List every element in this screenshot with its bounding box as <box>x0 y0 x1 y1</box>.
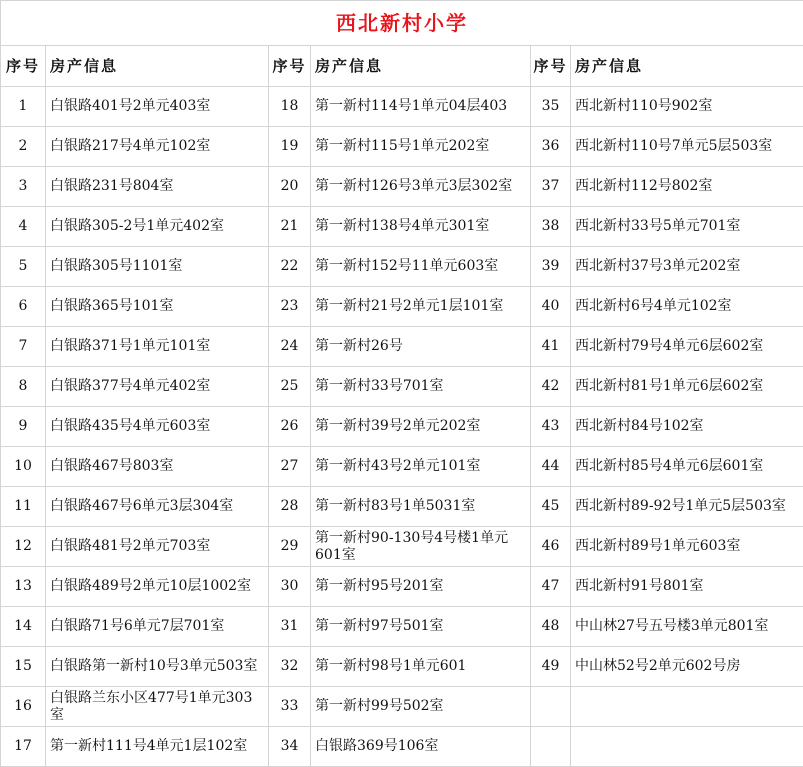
property-info: 白银路365号101室 <box>46 287 269 327</box>
row-number: 10 <box>1 447 46 487</box>
property-info: 白银路489号2单元10层1002室 <box>46 567 269 607</box>
table-row <box>1 407 803 447</box>
empty-cell <box>571 687 803 727</box>
row-number: 14 <box>1 607 46 647</box>
title-row <box>1 1 803 46</box>
row-number: 49 <box>531 647 571 687</box>
row-number: 37 <box>531 167 571 207</box>
property-info: 白银路377号4单元402室 <box>46 367 269 407</box>
table-row <box>1 367 803 407</box>
property-info: 白银路305-2号1单元402室 <box>46 207 269 247</box>
row-number: 4 <box>1 207 46 247</box>
row-number: 3 <box>1 167 46 207</box>
property-info: 西北新村37号3单元202室 <box>571 247 803 287</box>
row-number: 27 <box>269 447 311 487</box>
row-number: 8 <box>1 367 46 407</box>
row-number: 9 <box>1 407 46 447</box>
row-number: 21 <box>269 207 311 247</box>
empty-cell <box>571 727 803 767</box>
property-info: 白银路481号2单元703室 <box>46 527 269 567</box>
row-number: 2 <box>1 127 46 167</box>
property-info: 白银路兰东小区477号1单元303室 <box>46 687 269 727</box>
row-number: 33 <box>269 687 311 727</box>
table-row <box>1 207 803 247</box>
empty-cell <box>531 727 571 767</box>
property-info: 白银路305号1101室 <box>46 247 269 287</box>
row-number: 24 <box>269 327 311 367</box>
property-info: 西北新村79号4单元6层602室 <box>571 327 803 367</box>
table-row <box>1 287 803 327</box>
property-info: 第一新村111号4单元1层102室 <box>46 727 269 767</box>
row-number: 48 <box>531 607 571 647</box>
property-info: 第一新村138号4单元301室 <box>311 207 531 247</box>
row-number: 7 <box>1 327 46 367</box>
row-number: 43 <box>531 407 571 447</box>
table-row <box>1 327 803 367</box>
property-info: 白银路401号2单元403室 <box>46 87 269 127</box>
property-info: 西北新村91号801室 <box>571 567 803 607</box>
table-row <box>1 127 803 167</box>
property-info: 白银路371号1单元101室 <box>46 327 269 367</box>
row-number: 1 <box>1 87 46 127</box>
header-num: 序号 <box>269 46 311 87</box>
property-info: 第一新村97号501室 <box>311 607 531 647</box>
row-number: 42 <box>531 367 571 407</box>
table-row <box>1 727 803 767</box>
property-info: 白银路第一新村10号3单元503室 <box>46 647 269 687</box>
row-number: 26 <box>269 407 311 447</box>
property-info: 第一新村98号1单元601 <box>311 647 531 687</box>
header-info: 房产信息 <box>311 46 531 87</box>
property-info: 第一新村95号201室 <box>311 567 531 607</box>
row-number: 35 <box>531 87 571 127</box>
row-number: 44 <box>531 447 571 487</box>
row-number: 41 <box>531 327 571 367</box>
property-info: 第一新村43号2单元101室 <box>311 447 531 487</box>
property-info: 中山林52号2单元602号房 <box>571 647 803 687</box>
row-number: 36 <box>531 127 571 167</box>
table-row <box>1 447 803 487</box>
row-number: 39 <box>531 247 571 287</box>
property-info: 西北新村110号902室 <box>571 87 803 127</box>
row-number: 15 <box>1 647 46 687</box>
row-number: 16 <box>1 687 46 727</box>
table-row <box>1 527 803 567</box>
property-info: 西北新村112号802室 <box>571 167 803 207</box>
table-title: 西北新村小学 <box>1 1 803 46</box>
property-info: 第一新村114号1单元04层403 <box>311 87 531 127</box>
row-number: 22 <box>269 247 311 287</box>
table-row <box>1 647 803 687</box>
property-info: 西北新村81号1单元6层602室 <box>571 367 803 407</box>
table-row <box>1 87 803 127</box>
property-info: 第一新村26号 <box>311 327 531 367</box>
property-info: 西北新村6号4单元102室 <box>571 287 803 327</box>
row-number: 6 <box>1 287 46 327</box>
row-number: 29 <box>269 527 311 567</box>
property-info: 白银路435号4单元603室 <box>46 407 269 447</box>
row-number: 30 <box>269 567 311 607</box>
empty-cell <box>531 687 571 727</box>
header-info: 房产信息 <box>571 46 803 87</box>
property-info: 西北新村85号4单元6层601室 <box>571 447 803 487</box>
table-row <box>1 687 803 727</box>
property-info: 第一新村115号1单元202室 <box>311 127 531 167</box>
row-number: 5 <box>1 247 46 287</box>
property-info: 白银路71号6单元7层701室 <box>46 607 269 647</box>
property-info: 白银路231号804室 <box>46 167 269 207</box>
row-number: 32 <box>269 647 311 687</box>
row-number: 38 <box>531 207 571 247</box>
property-info: 白银路467号803室 <box>46 447 269 487</box>
row-number: 11 <box>1 487 46 527</box>
row-number: 23 <box>269 287 311 327</box>
row-number: 20 <box>269 167 311 207</box>
table-row <box>1 487 803 527</box>
row-number: 40 <box>531 287 571 327</box>
row-number: 13 <box>1 567 46 607</box>
property-info: 第一新村33号701室 <box>311 367 531 407</box>
property-info: 西北新村89号1单元603室 <box>571 527 803 567</box>
table-row <box>1 167 803 207</box>
property-info: 第一新村152号11单元603室 <box>311 247 531 287</box>
row-number: 25 <box>269 367 311 407</box>
header-row <box>1 46 803 87</box>
row-number: 31 <box>269 607 311 647</box>
header-num: 序号 <box>1 46 46 87</box>
row-number: 46 <box>531 527 571 567</box>
row-number: 19 <box>269 127 311 167</box>
row-number: 47 <box>531 567 571 607</box>
property-info: 第一新村21号2单元1层101室 <box>311 287 531 327</box>
property-info: 白银路467号6单元3层304室 <box>46 487 269 527</box>
row-number: 28 <box>269 487 311 527</box>
property-info: 第一新村99号502室 <box>311 687 531 727</box>
table-row <box>1 567 803 607</box>
property-info: 中山林27号五号楼3单元801室 <box>571 607 803 647</box>
property-info: 第一新村90-130号4号楼1单元601室 <box>311 527 531 567</box>
property-info: 白银路217号4单元102室 <box>46 127 269 167</box>
property-info: 第一新村39号2单元202室 <box>311 407 531 447</box>
table-row <box>1 607 803 647</box>
property-info: 第一新村126号3单元3层302室 <box>311 167 531 207</box>
row-number: 12 <box>1 527 46 567</box>
header-num: 序号 <box>531 46 571 87</box>
row-number: 45 <box>531 487 571 527</box>
property-info: 白银路369号106室 <box>311 727 531 767</box>
table-row <box>1 247 803 287</box>
row-number: 34 <box>269 727 311 767</box>
property-info: 西北新村33号5单元701室 <box>571 207 803 247</box>
property-info: 西北新村84号102室 <box>571 407 803 447</box>
row-number: 17 <box>1 727 46 767</box>
property-info: 第一新村83号1单5031室 <box>311 487 531 527</box>
header-info: 房产信息 <box>46 46 269 87</box>
row-number: 18 <box>269 87 311 127</box>
property-info: 西北新村110号7单元5层503室 <box>571 127 803 167</box>
property-info: 西北新村89-92号1单元5层503室 <box>571 487 803 527</box>
